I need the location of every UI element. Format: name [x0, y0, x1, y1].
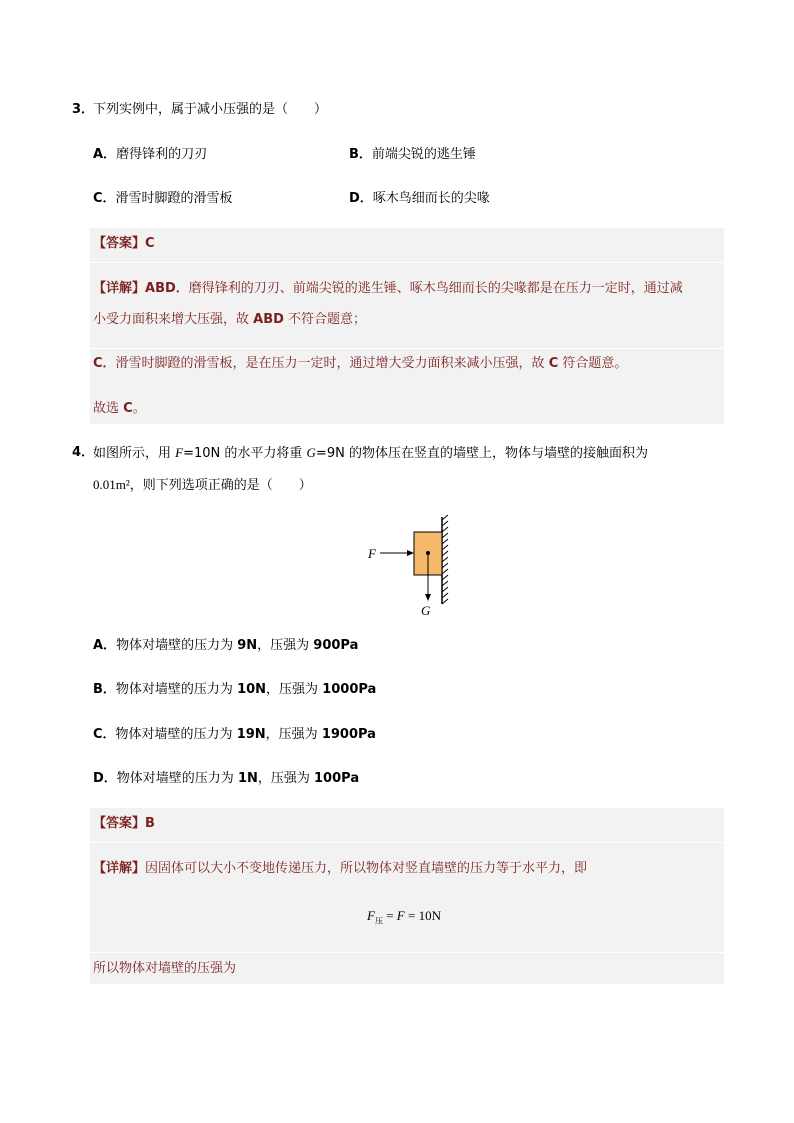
q4-option-d: D．物体对墙壁的压力为 1N，压强为 100Pa: [93, 771, 360, 786]
q3-option-d: D．啄木鸟细而长的尖喙: [349, 191, 490, 206]
wall-hatching: [442, 515, 448, 604]
q4-number: 4．: [72, 445, 95, 460]
q3-option-c: C．滑雪时脚蹬的滑雪板: [93, 191, 233, 206]
q3-option-b: B．前端尖锐的逃生锤: [349, 147, 476, 162]
q4-option-c: C．物体对墙壁的压力为 19N，压强为 1900Pa: [93, 727, 376, 742]
q4-formula: $F_压 = F = 10N$: [367, 908, 441, 926]
q3-number: 3．: [72, 102, 95, 117]
q4-box-divider-2: [90, 952, 724, 953]
q3-box-divider-2: [90, 348, 724, 349]
gravity-label: G: [421, 603, 431, 618]
q4-option-b: B．物体对墙壁的压力为 10N，压强为 1000Pa: [93, 682, 377, 697]
q3-detail-line-2: 小受力面积来增大压强，故 ABD 不符合题意；: [93, 312, 367, 327]
q4-answer-box: [90, 808, 724, 984]
q3-box-divider-1: [90, 262, 724, 263]
q4-option-a: A．物体对墙壁的压力为 9N，压强为 900Pa: [93, 638, 359, 653]
q3-option-a: A．磨得锋利的刀刃: [93, 147, 208, 162]
q3-detail-line-1: 【详解】ABD．磨得锋利的刀刃、前端尖锐的逃生锤、啄木鸟细而长的尖喙都是在压力一定时，通过减: [93, 281, 683, 296]
q4-box-divider-1: [90, 842, 724, 843]
q3-conclusion: 故选 C。: [93, 401, 146, 416]
q3-answer-line: 【答案】C: [93, 236, 155, 251]
force-diagram: [360, 512, 460, 622]
q3-detail-line-3: C．滑雪时脚蹬的滑雪板，是在压力一定时，通过增大受力面积来减小压强，故 C 符合题意。: [93, 356, 628, 371]
q4-stem-line-2: 0.01m²，则下列选项正确的是（ ）: [93, 477, 312, 493]
q4-detail-line-3: 所以物体对墙壁的压强为: [93, 961, 237, 976]
force-arrow-f: [380, 550, 414, 556]
q4-detail-line-1: 【详解】因固体可以大小不变地传递压力，所以物体对竖直墙壁的压力等于水平力，即: [93, 861, 588, 876]
q3-stem: 下列实例中，属于减小压强的是（ ）: [93, 102, 328, 117]
q4-stem-line-1: 如图所示，用 F=10N 的水平力将重 G=9N 的物体压在竖直的墙壁上，物体与墙壁的接触面积为: [93, 445, 648, 461]
q4-answer-line: 【答案】B: [93, 816, 155, 831]
force-label: F: [368, 546, 376, 561]
